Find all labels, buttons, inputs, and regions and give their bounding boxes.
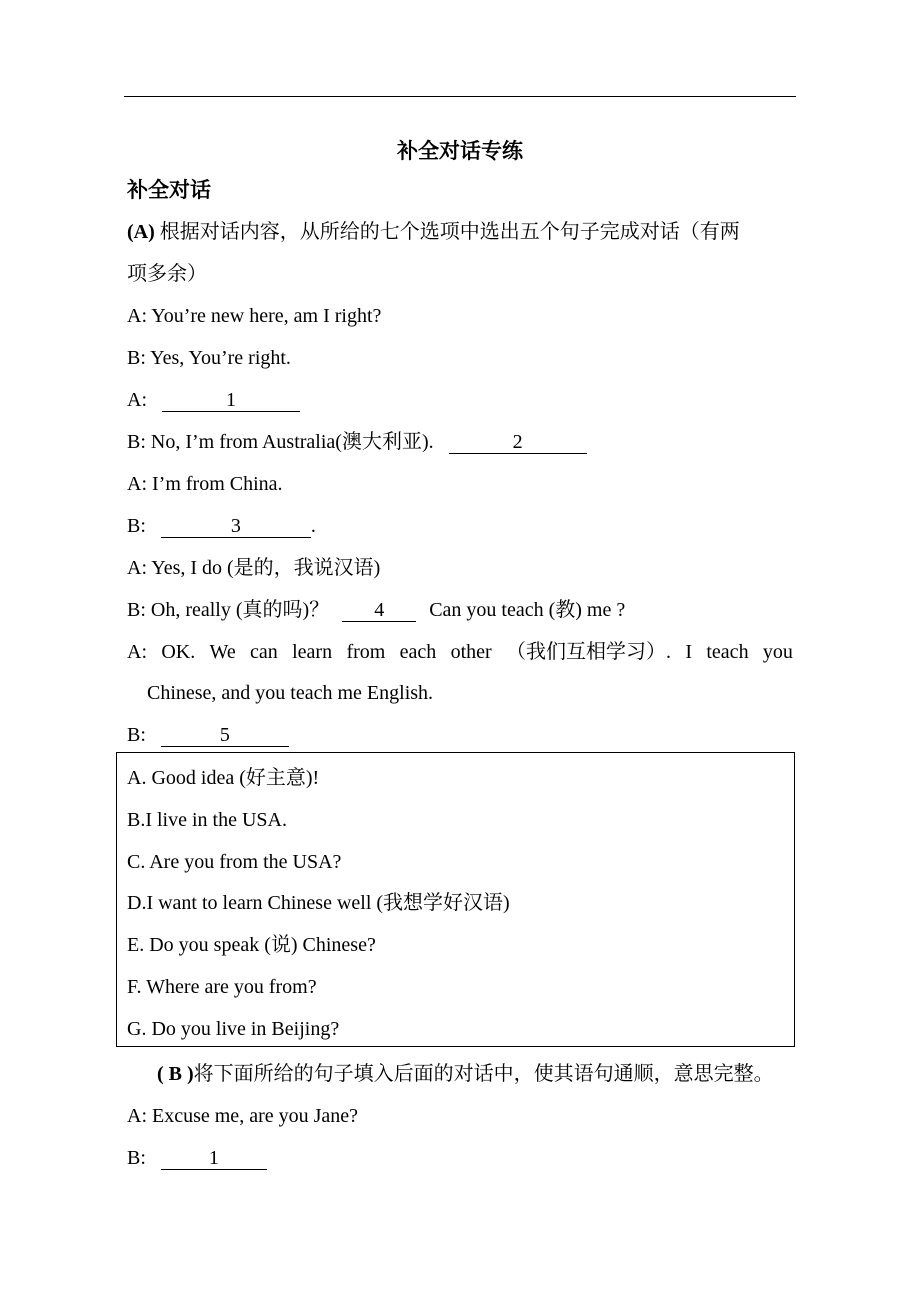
word: I (685, 641, 693, 663)
option-d: D.I want to learn Chinese well (我想学好汉语) (127, 892, 510, 914)
part-b-line-2 (127, 1145, 267, 1171)
dialogue-text: Can you teach (教) me ? (429, 599, 626, 621)
dialogue-line-9 (127, 639, 793, 665)
dialogue-line-11 (127, 722, 289, 748)
word: A: (127, 641, 147, 663)
dialogue-text: B: No, I’m from Australia(澳大利亚). (127, 431, 434, 453)
word: teach (706, 641, 749, 663)
dialogue-line-10: Chinese, and you teach me English. (147, 682, 434, 704)
dialogue-line-7: A: Yes, I do (是的，我说汉语) (127, 557, 381, 579)
speaker-label: A: (127, 389, 147, 411)
part-b-answer-blank-1[interactable]: 1 (161, 1147, 267, 1170)
answer-blank-3[interactable]: 3 (161, 515, 311, 538)
dialogue-line-8 (127, 597, 625, 623)
option-a: A. Good idea (好主意)! (127, 767, 320, 789)
dialogue-line-5: A: I’m from China. (127, 473, 283, 495)
part-b-instruction (157, 1061, 774, 1087)
part-b-instruction-text: 将下面所给的句子填入后面的对话中，使其语句通顺，意思完整。 (193, 1063, 774, 1085)
word: can (250, 641, 278, 663)
dialogue-line-2: B: Yes, You’re right. (127, 347, 291, 369)
option-b: B.I live in the USA. (127, 809, 287, 831)
option-f: F. Where are you from? (127, 976, 317, 998)
word: from (346, 641, 386, 663)
word: other (450, 641, 492, 663)
part-a-instruction-line2: 项多余） (127, 263, 207, 285)
part-b-label: ( B ) (157, 1063, 194, 1085)
speaker-label: B: (127, 1147, 146, 1169)
dialogue-line-4 (127, 429, 587, 455)
page-title: 补全对话专练 (397, 139, 523, 163)
speaker-label: B: (127, 724, 146, 746)
option-e: E. Do you speak (说) Chinese? (127, 934, 376, 956)
word: each (399, 641, 437, 663)
dialogue-line-3 (127, 387, 300, 413)
part-a-label: (A) (127, 221, 155, 243)
part-a-instruction-line1: 根据对话内容，从所给的七个选项中选出五个句子完成对话（有两 (159, 221, 740, 243)
answer-blank-5[interactable]: 5 (161, 724, 289, 747)
dialogue-line-1: A: You’re new here, am I right? (127, 305, 382, 327)
word: We (209, 641, 236, 663)
answer-blank-4[interactable]: 4 (342, 599, 416, 622)
options-box (116, 752, 795, 1047)
header-rule (124, 96, 796, 97)
word: you (762, 641, 793, 663)
answer-blank-2[interactable]: 2 (449, 431, 587, 454)
word: learn (292, 641, 333, 663)
option-g: G. Do you live in Beijing? (127, 1018, 340, 1040)
speaker-label: B: (127, 515, 146, 537)
part-b-line-1: A: Excuse me, are you Jane? (127, 1105, 359, 1127)
answer-blank-1[interactable]: 1 (162, 389, 300, 412)
dialogue-line-6 (127, 513, 316, 539)
word: OK. (161, 641, 196, 663)
section-heading: 补全对话 (127, 178, 211, 202)
part-a-instruction (127, 219, 740, 245)
option-c: C. Are you from the USA? (127, 851, 342, 873)
word: （我们互相学习）. (506, 641, 672, 663)
dialogue-text: B: Oh, really (真的吗)？ (127, 599, 330, 621)
sentence-period: . (310, 515, 316, 537)
